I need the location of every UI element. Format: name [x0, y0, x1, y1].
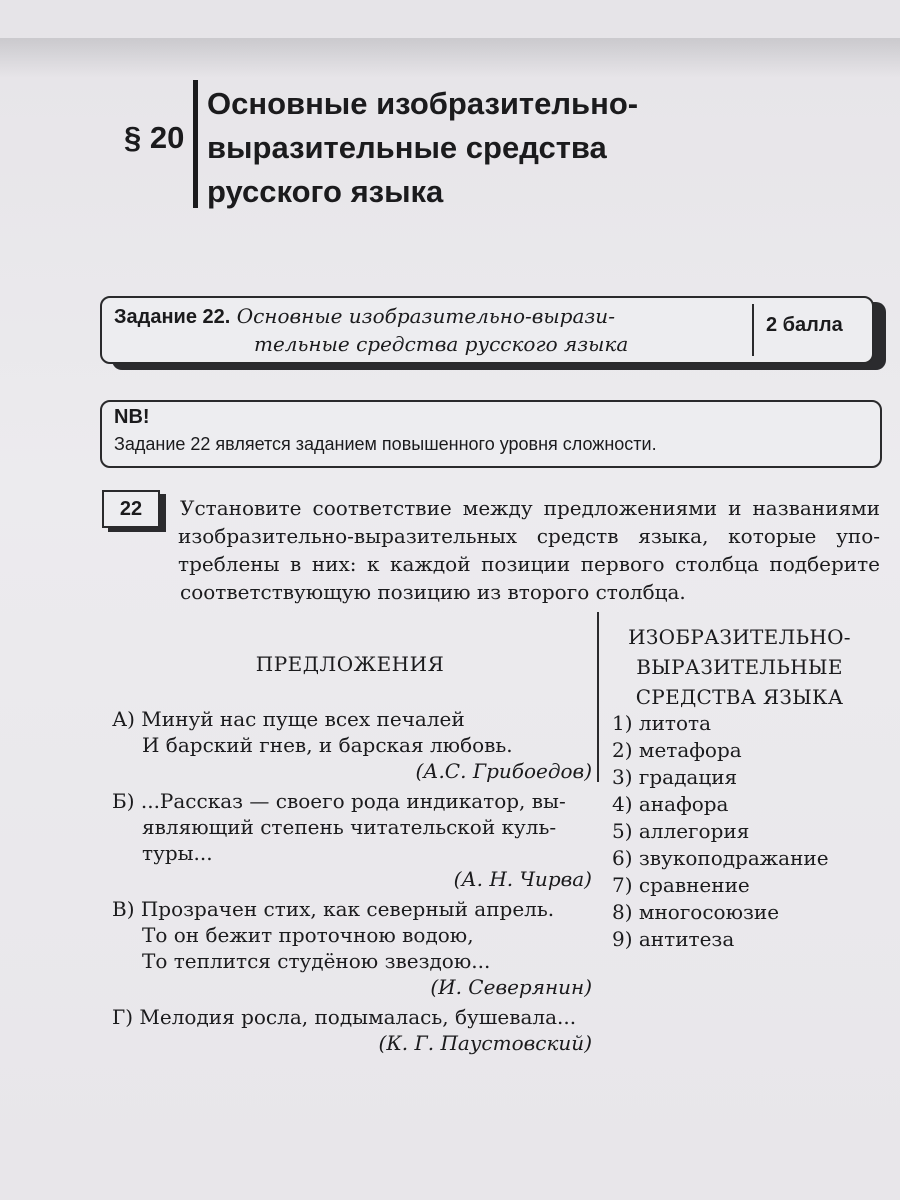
sentence-line: А) Минуй нас пуще всех печалей [112, 707, 465, 731]
table-column-divider [597, 612, 599, 782]
nb-title: NB! [114, 406, 150, 428]
section-title-line: выразительные средства [207, 130, 607, 165]
device-item: 4) анафора [612, 792, 729, 816]
device-item: 7) сравнение [612, 873, 750, 897]
task-description [114, 303, 744, 358]
device-item: 2) метафора [612, 738, 742, 762]
section-number: § 20 [124, 120, 185, 155]
sentence-author: (К. Г. Паустовский) [378, 1031, 592, 1055]
device-item: 9) антитеза [612, 927, 735, 951]
devices-header-line: ИЗОБРАЗИТЕЛЬНО- [628, 625, 851, 649]
devices-header-line: СРЕДСТВА ЯЗЫКА [635, 685, 844, 709]
sentence-item-a [112, 706, 592, 784]
sentence-line: Б) ...Рассказ — своего рода индикатор, вы- [112, 789, 566, 813]
devices-header-line: ВЫРАЗИТЕЛЬНЫЕ [636, 655, 843, 679]
sentence-line: То он бежит проточною водою, [142, 923, 474, 947]
nb-text: Задание 22 является заданием повышенного уровня сложности. [114, 434, 657, 454]
device-item: 8) многосоюзие [612, 900, 780, 924]
section-title-line: русского языка [207, 174, 444, 209]
sentence-line: То теплится студёною звездою... [142, 949, 491, 973]
sentence-item-v [112, 896, 592, 1000]
sentence-item-g [112, 1004, 592, 1056]
sentence-line: туры... [142, 841, 213, 865]
instruction-line: Установите соответствие между предложениями и названиями [180, 496, 880, 520]
task-header-separator [752, 304, 754, 356]
device-item: 5) аллегория [612, 819, 750, 843]
task-header-box [100, 296, 874, 364]
exercise-number-badge: 22 [102, 490, 160, 528]
instruction-line: изобразительно-выразительных средств языка, которые упо- [178, 524, 880, 548]
devices-column-header [607, 622, 872, 712]
page-bleed-shadow [0, 38, 900, 78]
task-name-line2: тельные средства русского языка [254, 332, 629, 356]
section-divider [193, 80, 198, 208]
instruction-line: треблены в них: к каждой позиции первого столбца подберите [178, 552, 880, 576]
sentence-author: (А. Н. Чирва) [453, 867, 592, 891]
sentence-line: И барский гнев, и барская любовь. [142, 733, 513, 757]
sentence-item-b [112, 788, 592, 892]
task-name-line1: Основные изобразительно-вырази- [236, 304, 615, 328]
device-item: 1) литота [612, 711, 712, 735]
task-points: 2 балла [766, 314, 843, 336]
sentence-line: являющий степень читательской куль- [142, 815, 557, 839]
sentences-column-header: ПРЕДЛОЖЕНИЯ [255, 652, 445, 676]
sentence-line: В) Прозрачен стих, как северный апрель. [112, 897, 555, 921]
sentences-list [112, 706, 592, 1060]
section-title-line: Основные изобразительно- [207, 86, 639, 121]
device-item: 3) градация [612, 765, 738, 789]
task-label: Задание 22. [114, 306, 231, 328]
sentence-line: Г) Мелодия росла, подымалась, бушевала... [112, 1005, 577, 1029]
sentence-author: (А.С. Грибоедов) [415, 759, 592, 783]
device-item: 6) звукоподражание [612, 846, 829, 870]
devices-list [612, 710, 872, 953]
sentence-author: (И. Северянин) [430, 975, 592, 999]
section-title [207, 82, 847, 214]
instruction-line: соответствующую позицию из второго столбца. [180, 580, 686, 604]
exercise-instruction [180, 494, 880, 606]
nb-note-box [100, 400, 882, 468]
